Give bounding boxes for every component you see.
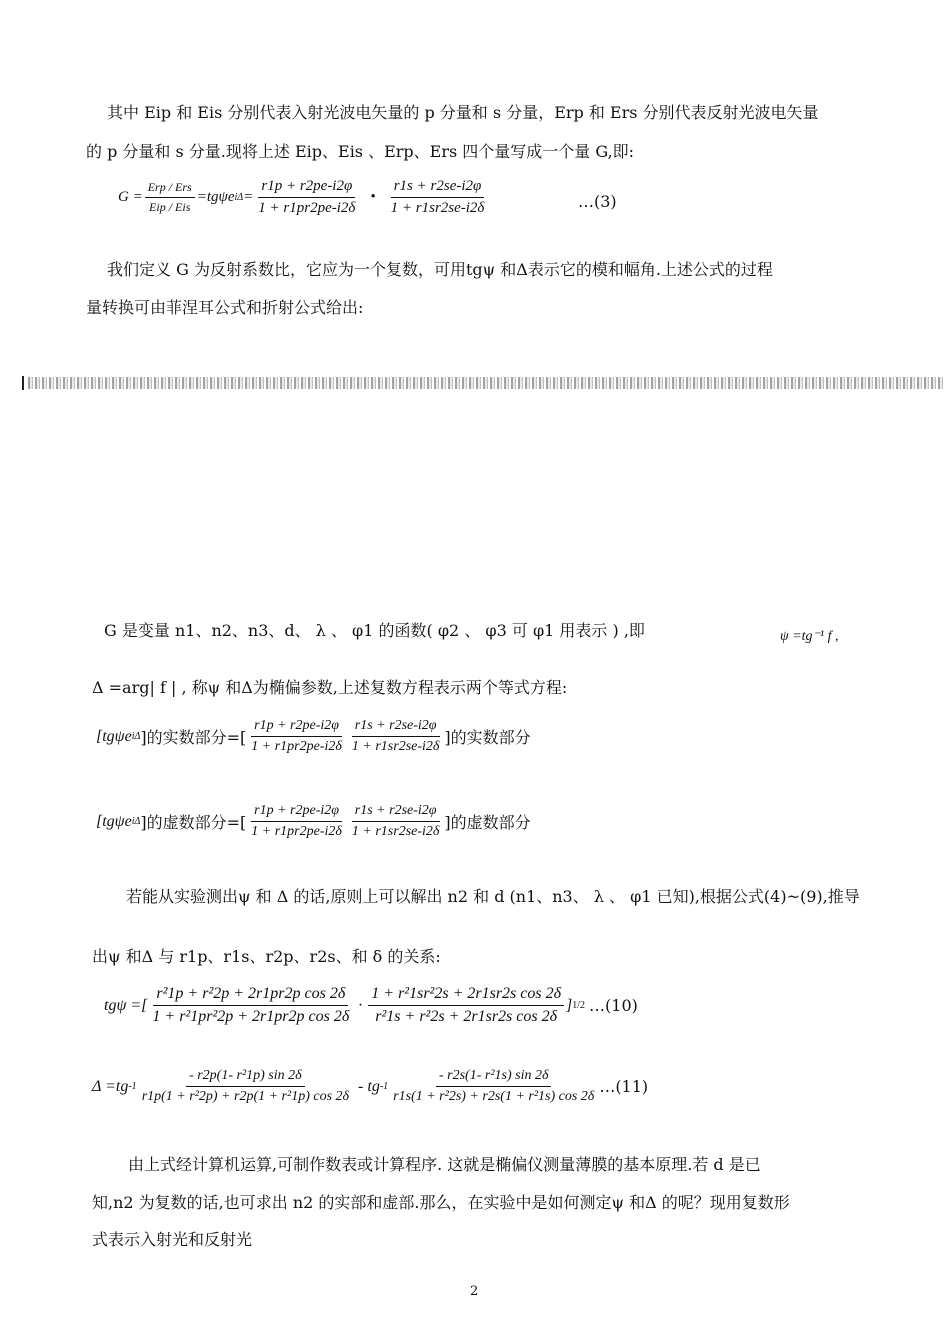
equation-imag-part — [96, 803, 531, 840]
eq3-frac-num: Erp / Ers — [145, 180, 195, 198]
eq-imag-f2-num: r1s + r2se-i2φ — [352, 803, 440, 822]
eq3-f1-den: 1 + r1pr2pe-i2δ — [258, 200, 356, 216]
para2-line1: 我们定义 G 为反射系数比，它应为一个复数，可用tgψ 和Δ表示它的模和幅角.上述公式的过程 — [107, 260, 773, 279]
eq3-fraction-e — [145, 180, 195, 215]
eq-real-label-left: ]的实数部分=[ — [140, 728, 247, 747]
para1-line2: 的 p 分量和 s 分量.现将上述 Eip、Eis 、Erp、Ers 四个量写成一个量 G,即: — [86, 142, 635, 161]
eq11-minus: - tg — [358, 1077, 380, 1095]
eq3-frac-den: Eip / Eis — [149, 200, 191, 214]
eq10-f1-num: r²1p + r²2p + 2r1pr2p cos 2δ — [153, 985, 348, 1006]
eq10-label: …(10) — [589, 996, 638, 1015]
eq-real-f2-num: r1s + r2se-i2φ — [352, 718, 440, 737]
para3-line1: G 是变量 n1、n2、n3、d、 λ 、 φ1 的函数( φ2 、 φ3 可 φ1 用表示 ) ,即 — [104, 621, 645, 640]
equation-real-part — [96, 718, 531, 755]
eq-imag-f1-num: r1p + r2pe-i2φ — [251, 803, 342, 822]
para4-line2: 出ψ 和Δ 与 r1p、r1s、r2p、r2s、和 δ 的关系: — [92, 947, 441, 966]
eq-real-f1-num: r1p + r2pe-i2φ — [251, 718, 342, 737]
eq-real-prefix-sup: iΔ — [131, 731, 141, 742]
eq11-label: …(11) — [599, 1077, 649, 1096]
eq3-lhs: G = — [118, 189, 143, 205]
eq10-fraction-s — [368, 985, 564, 1026]
eq10-mid: · — [358, 996, 363, 1014]
eq11-lhs-sup: -1 — [128, 1081, 137, 1092]
eq10-lhs: tgψ =[ — [104, 996, 148, 1014]
para3-line2: Δ =arg| f | , 称ψ 和Δ为椭偏参数,上述复数方程表示两个等式方程: — [92, 678, 568, 697]
eq3-fraction-p — [255, 178, 358, 217]
eq-real-f1-den: 1 + r1pr2pe-i2δ — [251, 739, 342, 754]
eq3-f2-num: r1s + r2se-i2φ — [391, 178, 485, 198]
eq3-f1-num: r1p + r2pe-i2φ — [258, 178, 355, 198]
eq11-fraction-p — [139, 1068, 352, 1105]
eq11-f2-den: r1s(1 + r²2s) + r2s(1 + r²1s) cos 2δ — [393, 1089, 595, 1104]
eq10-f1-den: 1 + r²1pr²2p + 2r1pr2p cos 2δ — [152, 1008, 350, 1025]
eq-real-label-right: ]的实数部分 — [444, 728, 531, 747]
eq10-rhs: ] — [566, 996, 573, 1014]
eq-imag-fraction-s — [349, 803, 443, 840]
page-number: 2 — [470, 1284, 479, 1299]
eq10-rhs-sup: 1/2 — [572, 1000, 586, 1011]
equation-10 — [104, 985, 638, 1026]
eq-imag-f1-den: 1 + r1pr2pe-i2δ — [251, 824, 342, 839]
eq10-f2-den: r²1s + r²2s + 2r1sr2s cos 2δ — [375, 1008, 558, 1025]
eq11-minus-sup: -1 — [379, 1081, 389, 1092]
equation-3 — [118, 178, 489, 217]
eq3-mid-sup: iΔ — [234, 192, 244, 203]
eq10-fraction-p — [149, 985, 352, 1026]
para5-line1: 由上式经计算机运算,可制作数表或计算程序. 这就是椭偏仪测量薄膜的基本原理.若 d 是已 — [128, 1155, 761, 1174]
para5-line2: 知,n2 为复数的话,也可求出 n2 的实部和虚部.那么，在实验中是如何测定ψ 和Δ 的呢？现用复数形 — [92, 1193, 790, 1212]
equation-11 — [92, 1068, 648, 1105]
eq-imag-fraction-p — [248, 803, 345, 840]
para5-line3: 式表示入射光和反射光 — [92, 1230, 253, 1249]
eq-real-fraction-s — [349, 718, 443, 755]
eq-real-prefix: [tgψe — [96, 727, 132, 745]
eq-imag-prefix-sup: iΔ — [131, 816, 141, 827]
eq11-f1-num: - r2p(1- r²1p) sin 2δ — [186, 1068, 305, 1087]
eq10-f2-num: 1 + r²1sr²2s + 2r1sr2s cos 2δ — [368, 985, 564, 1006]
eq11-fraction-s — [390, 1068, 597, 1105]
para1-line1: 其中 Eip 和 Eis 分别代表入射光波电矢量的 p 分量和 s 分量，Erp 和 Ers 分别代表反射光波电矢量 — [107, 103, 819, 122]
corrupted-formula-marker — [22, 376, 24, 390]
eq-imag-f2-den: 1 + r1sr2se-i2δ — [351, 824, 440, 839]
eq-imag-prefix: [tgψe — [96, 812, 132, 830]
eq3-label: …(3) — [578, 192, 617, 211]
eq11-f2-num: - r2s(1- r²1s) sin 2δ — [436, 1068, 551, 1087]
eq11-lhs: Δ =tg — [92, 1077, 129, 1095]
psi-definition: ψ =tg⁻¹ f , — [780, 629, 839, 644]
eq3-fraction-s — [388, 178, 488, 217]
corrupted-formula-strip — [28, 377, 943, 389]
eq3-mid: =tgψe — [196, 189, 235, 205]
eq11-f1-den: r1p(1 + r²2p) + r2p(1 + r²1p) cos 2δ — [141, 1089, 350, 1104]
eq3-f2-den: 1 + r1sr2se-i2δ — [390, 200, 485, 216]
eq-imag-label-left: ]的虚数部分=[ — [140, 813, 247, 832]
eq-imag-label-right: ]的虚数部分 — [444, 813, 531, 832]
eq3-mid-eq: = — [243, 189, 254, 205]
eq-real-f2-den: 1 + r1sr2se-i2δ — [351, 739, 440, 754]
para2-line2: 量转换可由菲涅耳公式和折射公式给出: — [86, 298, 364, 317]
eq-real-fraction-p — [248, 718, 345, 755]
eq3-dot: • — [370, 189, 376, 205]
para4-line1: 若能从实验测出ψ 和 Δ 的话,原则上可以解出 n2 和 d (n1、n3、 λ 、 φ1 已知),根据公式(4)~(9),推导 — [126, 887, 860, 906]
